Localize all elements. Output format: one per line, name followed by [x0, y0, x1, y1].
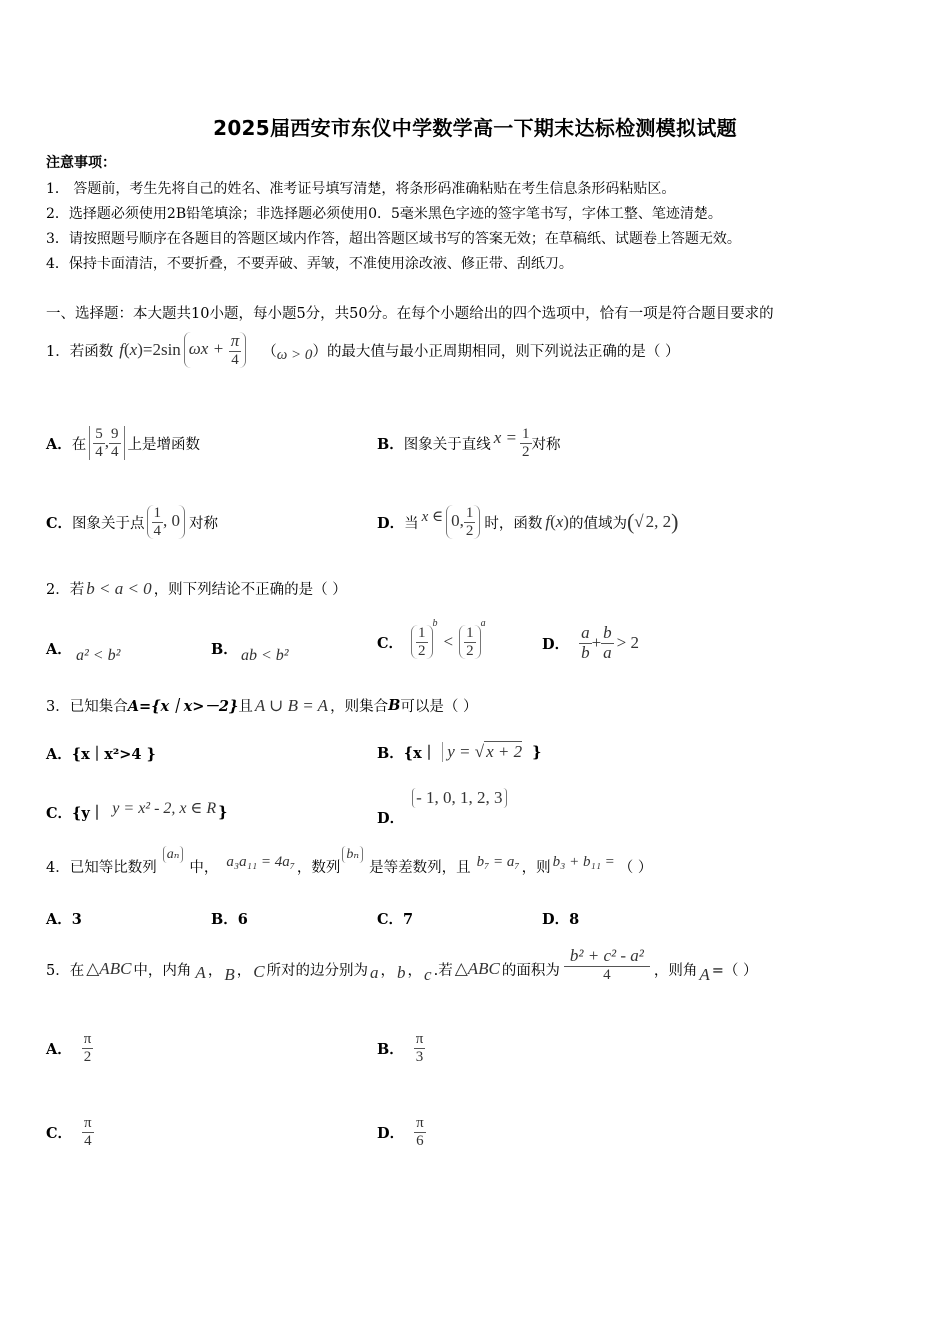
question-text: .若 — [433, 962, 453, 979]
option-2-D — [542, 620, 639, 666]
option-1-C — [46, 497, 218, 547]
question-text: 若函数 — [69, 343, 114, 360]
math-four: 4 — [231, 351, 239, 368]
math-gt: > 2 — [616, 633, 640, 652]
math-x: x — [129, 340, 138, 359]
option-label: A． — [46, 1040, 72, 1058]
option-4-B — [211, 908, 248, 929]
section-1-heading: 一、选择题：本大题共10小题，每小题5分，共50分。在每个小题给出的四个选项中，恰有一项是符合题目要求的 — [46, 306, 774, 322]
option-label: B． — [377, 1040, 404, 1058]
math-wx: ωx + — [188, 339, 225, 358]
frac-num: π — [416, 1115, 424, 1131]
option-5-C — [46, 1110, 94, 1154]
question-text: 且 — [238, 699, 253, 715]
option-label: D． — [377, 810, 405, 827]
option-value: 7 — [403, 911, 414, 928]
option-4-A — [46, 908, 82, 929]
question-4 — [46, 846, 652, 886]
frac-num: a — [581, 622, 590, 642]
option-text: 对称 — [189, 515, 219, 532]
question-text: ，则 — [521, 859, 551, 876]
question-text: 中，内角 — [133, 962, 192, 979]
frac-den: 4 — [603, 966, 611, 983]
frac-num: b — [603, 622, 612, 642]
math-triangle: △ABC — [86, 959, 132, 978]
option-text: {y｜ — [72, 804, 105, 822]
note-item-1: 1． 答题前，考生先将自己的姓名、准考证号填写清楚，将条形码准确粘贴在考生信息条形码粘贴区。 — [46, 181, 676, 197]
math-a-angle: A — [195, 963, 206, 982]
question-1: 1． 若函数 f ( x ) =2sin ωx + $\frac{\pi}{4}$ （ ω > 0 ） 的最大值与最小正周期相同，则下列说法正确的是（ ） — [46, 330, 680, 368]
option-3-A — [46, 743, 156, 764]
frac-num: 1 — [153, 505, 162, 521]
math-plus: + — [591, 633, 602, 652]
question-text: 所对的边分别为 — [266, 962, 369, 979]
question-number: 2． — [46, 582, 70, 598]
set-b: B — [388, 697, 401, 714]
seq-braces — [342, 846, 363, 863]
math-condition: ω > 0 — [276, 346, 313, 363]
math-c-angle: C — [253, 962, 265, 981]
frac-num: 1 — [466, 625, 474, 641]
question-number: 3． — [46, 699, 70, 715]
seq-braces — [163, 846, 184, 863]
option-text: 时，函数 — [484, 515, 543, 532]
question-text: 中， — [189, 859, 219, 876]
expr-box: y = √ x + 2 — [442, 742, 526, 762]
page-title: 2025届西安市东仪中学数学高一下期末达标检测模拟试题 — [213, 116, 737, 140]
option-5-A — [46, 1026, 93, 1070]
frac-num: 1 — [465, 505, 474, 521]
question-text-post: 的最大值与最小正周期相同，则下列说法正确的是（ ） — [326, 343, 680, 360]
frac-den: 4 — [84, 1132, 92, 1149]
note-item-2: 2．选择题必须使用2B铅笔填涂；非选择题必须使用0．5毫米黑色字迹的签字笔书写，字体工整、笔迹清楚。 — [46, 206, 722, 222]
set-a: A={x｜x>－2} — [127, 698, 239, 715]
option-label: C． — [46, 514, 73, 532]
math-f: f — [545, 512, 551, 531]
exponent: a — [480, 618, 486, 629]
frac-den: 3 — [415, 1048, 424, 1065]
question-number: 1． — [46, 343, 70, 360]
frac-den: 4 — [95, 443, 103, 460]
option-text: 对称 — [531, 436, 561, 453]
frac-num: b² + c² - a² — [564, 947, 650, 967]
math-c-side: c — [424, 965, 432, 984]
frac-num: π — [415, 1031, 424, 1047]
question-text-post: （ ） — [618, 859, 653, 876]
note-item-3: 3．请按照题号顺序在各题目的答题区域内作答，超出答题区域书写的答案无效；在草稿纸、试题卷上答题无效。 — [46, 231, 741, 247]
question-text: 已知等比数列 — [69, 859, 157, 876]
math-union: A ∪ B = A — [254, 695, 329, 715]
option-label: C． — [377, 634, 404, 652]
math-x-eq: x = — [493, 428, 518, 447]
frac-den: 2 — [466, 642, 474, 659]
option-text: } — [218, 803, 228, 821]
option-label: A． — [46, 911, 72, 928]
math-set: - 1, 0, 1, 2, 3 — [416, 788, 503, 807]
interval-paren — [446, 505, 480, 539]
paren — [459, 625, 481, 659]
frac-den: 2 — [83, 1048, 92, 1065]
option-label: C． — [46, 1124, 73, 1142]
option-text: {x｜ — [403, 744, 437, 762]
paren — [411, 625, 433, 659]
option-1-A — [46, 420, 200, 466]
question-text: 的面积为 — [501, 962, 560, 979]
interval-bracket: $\frac{5}{4}$ , $\frac{9}{4}$ — [89, 426, 124, 460]
math-eq: =2sin — [142, 340, 181, 359]
frac-num: 9 — [111, 426, 119, 442]
math-f: f — [119, 340, 124, 359]
question-text-post: ，则下列结论不正确的是（ ） — [153, 582, 347, 598]
frac-num: π — [83, 1031, 92, 1047]
option-text: } — [532, 743, 542, 761]
notes-heading: 注意事项： — [46, 155, 116, 171]
frac-num: π — [84, 1115, 92, 1131]
question-text: 若 — [69, 582, 85, 598]
frac-den: 6 — [416, 1132, 424, 1149]
option-label: A． — [46, 746, 72, 763]
set-braces — [412, 788, 506, 808]
option-text: 当 — [404, 515, 419, 532]
math-x: x — [555, 512, 564, 531]
question-number: 5． — [46, 962, 70, 979]
question-text: 在 — [69, 962, 85, 979]
option-text: 图象关于点 — [72, 515, 145, 532]
option-text: 上是增函数 — [127, 436, 201, 453]
option-label: D． — [377, 514, 405, 532]
math-bn: bₙ — [346, 847, 360, 862]
option-text: 的值域为 — [568, 515, 627, 532]
option-text: 在 — [71, 436, 87, 453]
question-text-post: 可以是（ ） — [400, 699, 478, 715]
question-text: 已知集合 — [69, 699, 128, 715]
option-text: 图象关于直线 — [403, 436, 491, 453]
math-zero: 0, — [451, 511, 464, 530]
option-1-B — [377, 420, 561, 466]
frac-den: 2 — [418, 642, 426, 659]
question-3 — [46, 695, 477, 716]
frac-num: 5 — [95, 426, 103, 442]
question-text-post: =（ ） — [711, 962, 758, 979]
math-expr: b₃ + b₁₁ = — [552, 853, 615, 870]
option-3-B — [377, 732, 541, 772]
frac-den: 2 — [522, 443, 530, 460]
option-label: A． — [46, 435, 72, 453]
math-a-angle: A — [699, 965, 710, 984]
option-2-B-expr: ab < b² — [241, 647, 289, 664]
frac-num: 1 — [522, 426, 530, 442]
math-an: aₙ — [166, 847, 180, 862]
option-label: D． — [542, 911, 570, 928]
option-5-D — [377, 1110, 426, 1154]
math-range: 2, 2 — [645, 512, 672, 531]
math-paren — [184, 332, 246, 368]
math-y-eq: y = x² - 2, x ∈ R — [112, 800, 217, 817]
option-label: C． — [46, 804, 73, 822]
frac-num: 1 — [418, 625, 426, 641]
option-2-A-label: A． — [46, 641, 72, 658]
option-label: D． — [542, 635, 570, 653]
frac-den: b — [581, 642, 590, 662]
option-label: D． — [377, 1124, 405, 1142]
option-4-C — [377, 908, 413, 929]
option-3-D — [377, 788, 507, 828]
question-2 — [46, 578, 347, 599]
question-text: ，则集合 — [330, 699, 389, 715]
frac-den: a — [603, 642, 612, 662]
option-2-B-label: B． — [211, 641, 238, 658]
option-label: C． — [377, 911, 404, 928]
math-pi: π — [230, 330, 240, 350]
exponent: b — [432, 618, 438, 629]
question-text: 是等差数列，且 — [369, 859, 471, 876]
math-expr: b₇ = a₇ — [476, 853, 520, 870]
point-paren — [147, 505, 186, 539]
option-label: B． — [377, 744, 404, 762]
note-item-4: 4．保持卡面清洁，不要折叠，不要弄破、弄皱，不准使用涂改液、修正带、刮纸刀。 — [46, 256, 573, 272]
option-value: 8 — [569, 911, 580, 928]
option-2-A-expr: a² < b² — [76, 647, 121, 664]
math-y-eq: y = — [447, 742, 475, 761]
frac-den: 4 — [153, 522, 162, 539]
option-2-C — [377, 618, 486, 666]
frac-den: 4 — [111, 443, 119, 460]
math-a-side: a — [370, 963, 379, 982]
question-text: ，数列 — [296, 859, 341, 876]
math-condition: b < a < 0 — [86, 578, 152, 598]
question-number: 4． — [46, 859, 70, 876]
option-3-C — [46, 794, 227, 830]
option-value: 3 — [71, 911, 82, 928]
option-label: B． — [377, 435, 404, 453]
option-label: B． — [211, 911, 238, 928]
math-expr: a₃a₁₁ = 4a₇ — [226, 853, 295, 870]
option-5-B — [377, 1026, 425, 1070]
option-4-D — [542, 908, 579, 929]
math-b-angle: B — [224, 965, 235, 984]
option-expr: {x｜x²>4 } — [71, 746, 156, 763]
math-triangle: △ABC — [454, 959, 500, 978]
math-zero: , 0 — [163, 511, 181, 530]
math-lt: < — [443, 632, 454, 651]
math-b-side: b — [397, 963, 406, 982]
math-x-in: x ∈ — [421, 508, 444, 525]
question-text: ，则角 — [653, 962, 698, 979]
math-radicand: x + 2 — [486, 742, 523, 761]
frac-den: 2 — [465, 522, 474, 539]
question-5: 5． 在 △ABC 中，内角 A ， B ， C 所对的边分别为 a ， b ， c .若 △ABC 的面积为 $\frac{\text{b² + c² - a²}}{4}$ ，则角 A =（ ） — [46, 945, 758, 984]
option-value: 6 — [237, 911, 248, 928]
option-1-D: D． 当 x ∈ 0, $\frac{1}{2}$ 时，函数 f ( x ) 的值域为 ( √ 2, 2 ) — [377, 505, 679, 539]
